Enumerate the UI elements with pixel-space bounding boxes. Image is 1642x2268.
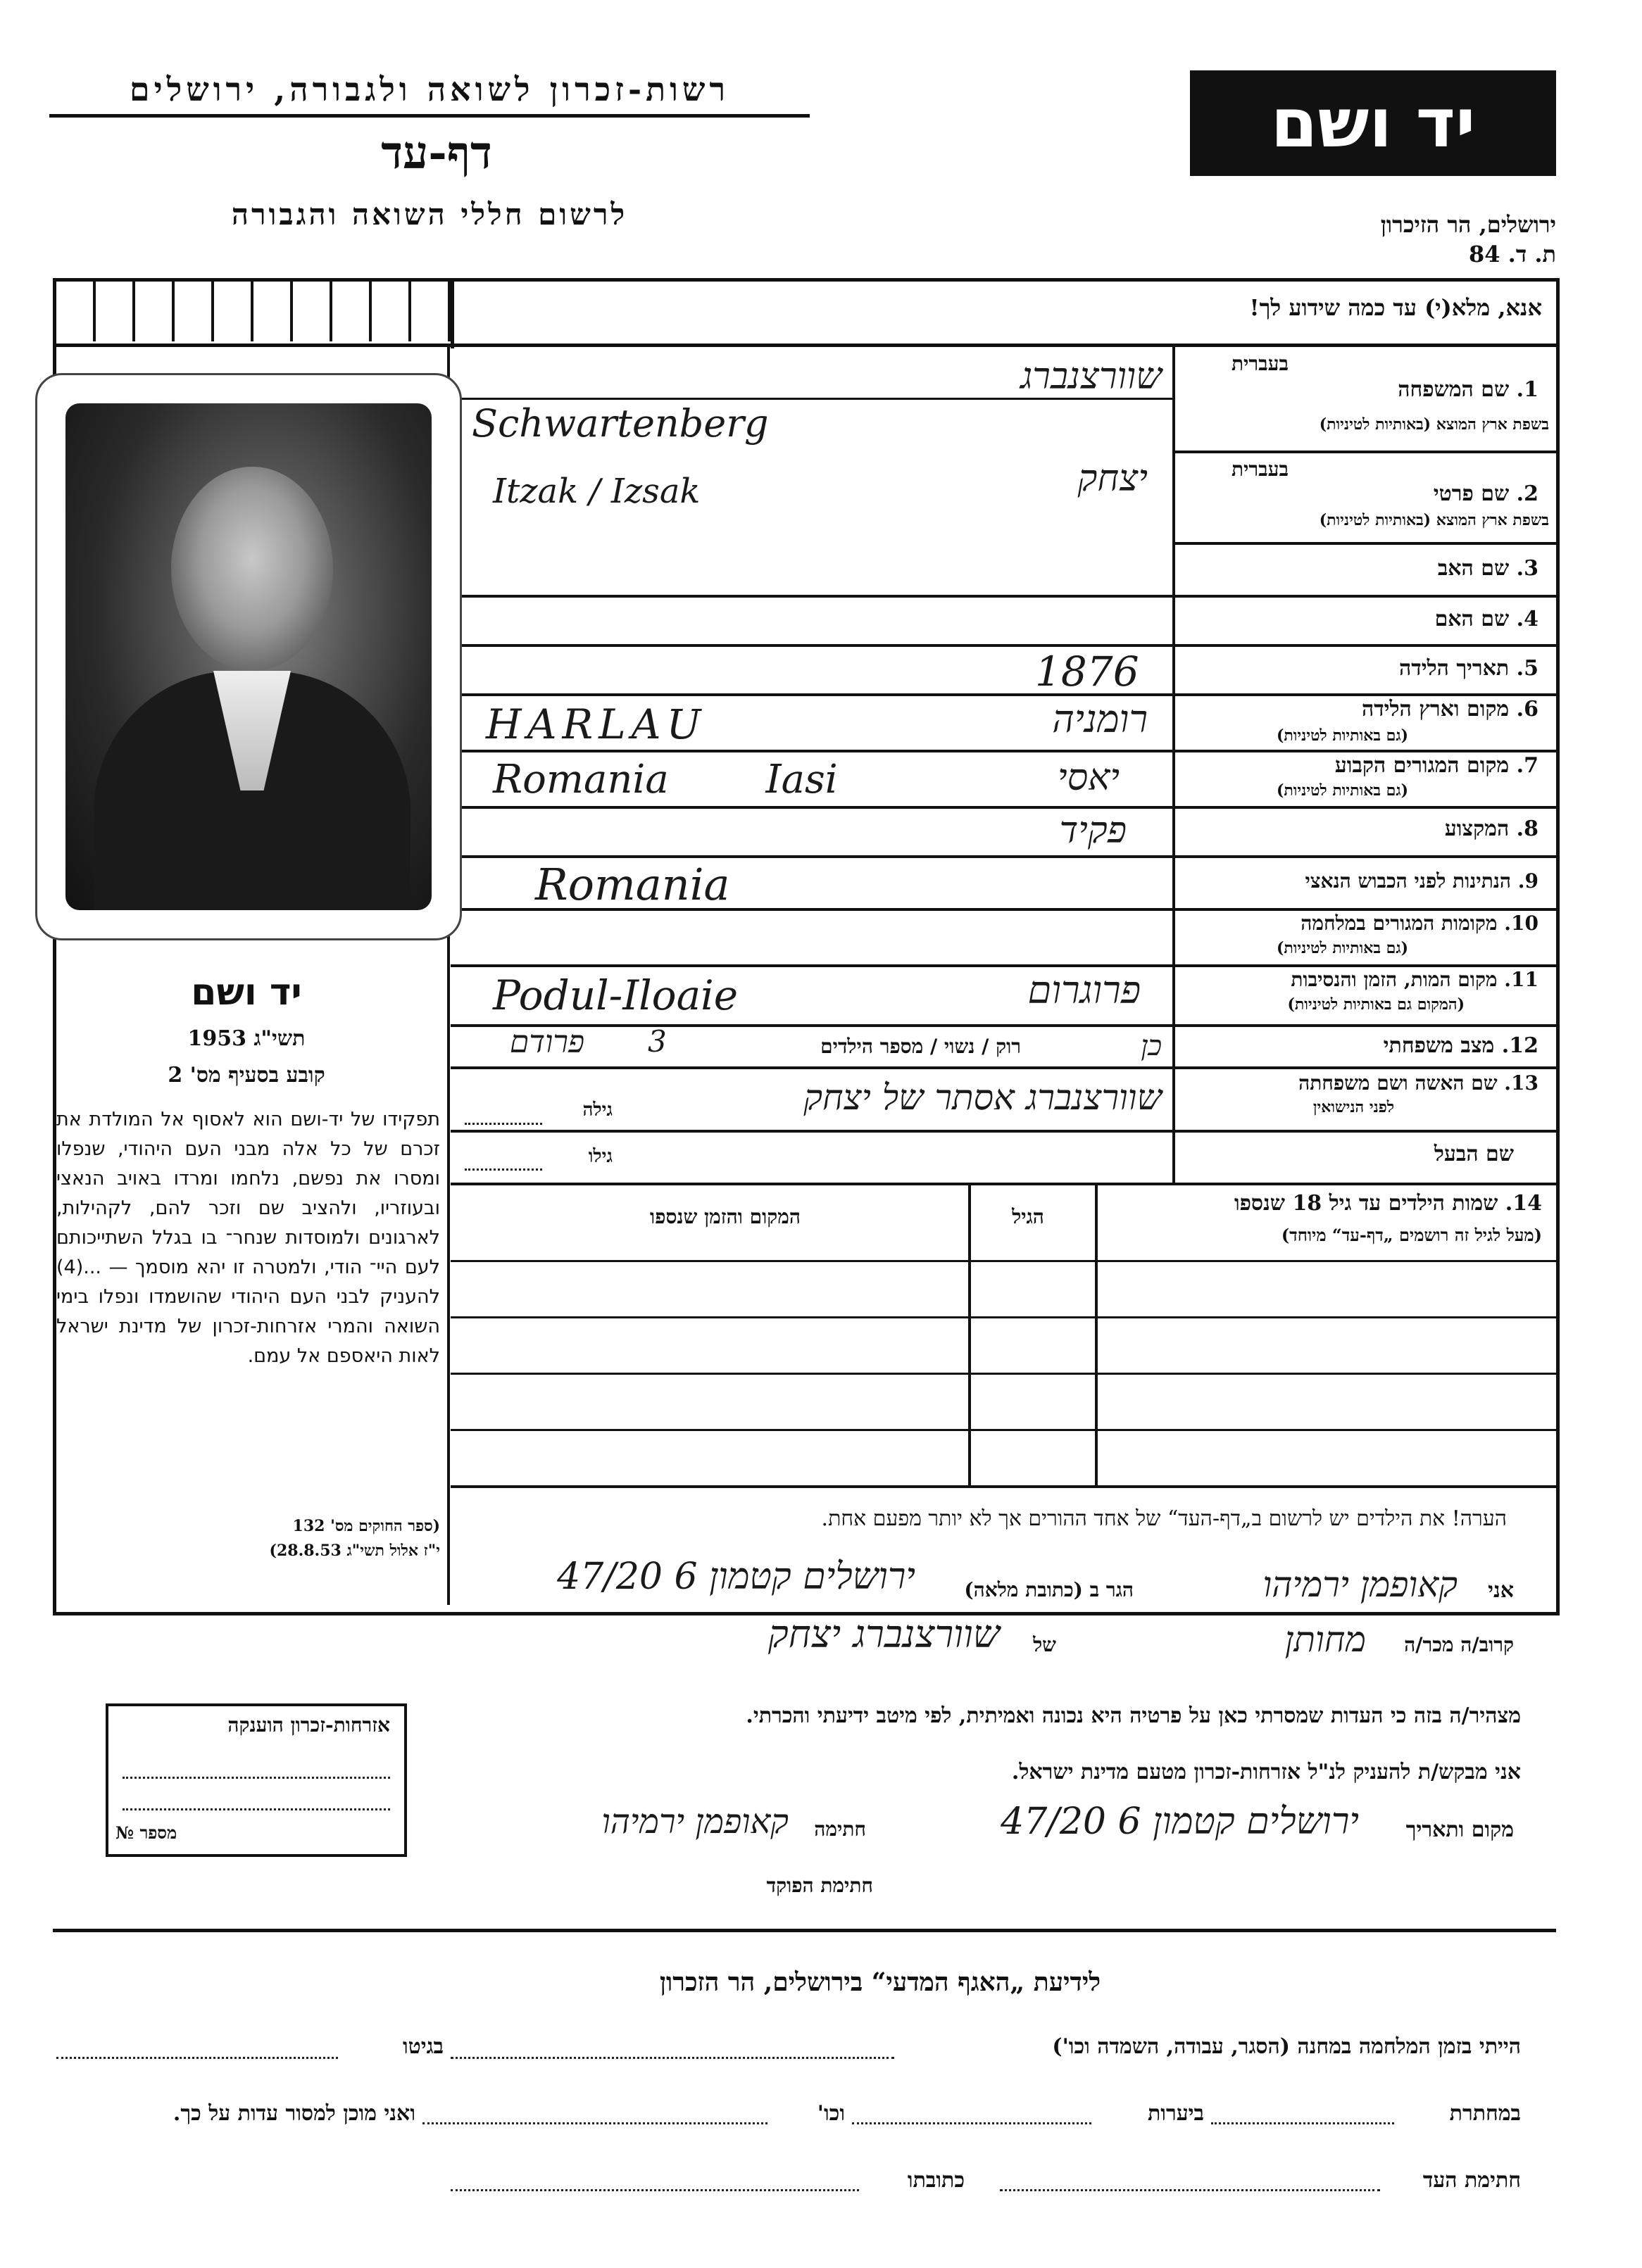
row-line xyxy=(451,1066,1556,1069)
field-2-latin-value[interactable]: Itzak / Izsak xyxy=(493,472,701,511)
sidebar-footnote1: (ספר החוקים מס' 132 xyxy=(292,1517,440,1535)
children-row-line xyxy=(451,1260,1556,1262)
children-sub: (מעל לגיל זה רושמים „דף-עד“ מיוחד) xyxy=(1281,1225,1542,1245)
decl-i-label: אני xyxy=(1488,1578,1514,1603)
victim-photo xyxy=(65,403,432,910)
award-box-title: אזרחות-זכרון הוענקה xyxy=(227,1713,390,1737)
field-12-options: רוק / נשוי / מספר הילדים xyxy=(820,1035,1021,1058)
field-1-text: שם המשפחה xyxy=(1398,377,1510,402)
field-5-label xyxy=(1183,656,1538,681)
footer-line3-fill1 xyxy=(1000,2189,1380,2191)
footer-line1-a: הייתי בזמן המלחמה במחנה (הסגר, עבודה, השמדה וכו') xyxy=(1052,2034,1521,2059)
field-6-sub: (גם באותיות לטיניות) xyxy=(1276,726,1408,745)
field-4-text: שם האם xyxy=(1434,607,1510,631)
field-12-marital-value[interactable]: כן xyxy=(1141,1030,1162,1062)
row-line xyxy=(451,595,1556,598)
field-6-latin-value[interactable]: HARLAU xyxy=(486,700,707,748)
footer-line3-a: חתימת העד xyxy=(1422,2168,1521,2193)
field-1-mid-line xyxy=(451,398,1172,400)
field-11-sub: (המקום גם באותיות לטיניות) xyxy=(1287,995,1465,1014)
row-line xyxy=(451,964,1556,967)
children-row-line xyxy=(451,1429,1556,1431)
field-2-hebrew-value[interactable]: יצחק xyxy=(1077,458,1148,500)
field-11-label xyxy=(1183,968,1538,992)
field-2-label xyxy=(1183,481,1538,506)
award-box-number: מספר № xyxy=(115,1822,177,1843)
officer-signature-label: חתימת הפוקד xyxy=(766,1874,873,1897)
footer-line3-b: כתובתו xyxy=(907,2168,965,2193)
field-2-sub-bottom: בשפת ארץ המוצא (באותיות לטיניות) xyxy=(1319,511,1549,529)
field-12-text: מצב משפחתי xyxy=(1383,1033,1495,1058)
footer-line2-c: וכו' xyxy=(817,2101,845,2126)
children-text: שמות הילדים עד גיל 18 שנספו xyxy=(1234,1191,1498,1216)
field-1-hebrew-value[interactable]: שוורצנברג xyxy=(1020,355,1162,398)
field-7-text: מקום המגורים הקבוע xyxy=(1334,753,1510,778)
photo-head xyxy=(171,467,333,671)
row-line xyxy=(451,806,1556,809)
field-12-extra-value[interactable]: פרודם xyxy=(509,1024,584,1060)
children-row-line xyxy=(451,1316,1556,1318)
row-line xyxy=(451,855,1556,858)
field-10-num: 10. xyxy=(1504,912,1538,935)
field-13-value[interactable]: שוורצנברג אסתר של יצחק xyxy=(803,1077,1162,1118)
field-10-text: מקומות המגורים במלחמה xyxy=(1301,912,1498,935)
footer-line2-fill1 xyxy=(1211,2122,1394,2124)
field-7-latin-value[interactable]: Romania Iasi xyxy=(493,757,838,802)
field-8-num: 8. xyxy=(1516,817,1538,841)
children-bottom-line xyxy=(451,1485,1556,1488)
decl-place-date-label: מקום ותאריך xyxy=(1405,1817,1514,1842)
children-col-div-1 xyxy=(1095,1185,1098,1488)
label-column-divider xyxy=(1172,345,1175,1183)
field-3-text: שם האב xyxy=(1437,556,1510,581)
field-1-latin-value[interactable]: Schwartenberg xyxy=(472,401,769,446)
field-12-children-count[interactable]: 3 xyxy=(648,1024,667,1059)
org-line: רשות-זכרון לשואה ולגבורה, ירושלים xyxy=(129,70,730,108)
award-box-line xyxy=(123,1777,390,1779)
children-col-place: המקום והזמן שנספו xyxy=(650,1205,801,1228)
decl-relation-label: קרוב/ה מכר/ה xyxy=(1404,1633,1514,1656)
field-10-label xyxy=(1183,912,1538,935)
field-8-text: המקצוע xyxy=(1444,817,1510,841)
org-underline xyxy=(49,114,810,118)
instruction-text: אנא, מלא(י) עד כמה שידוע לך! xyxy=(1249,294,1542,321)
footer-title: לידיעת „האגף המדעי“ בירושלים, הר הזכרון xyxy=(659,1967,1101,1997)
field-9-text: הנתינות לפני הכבוש הנאצי xyxy=(1305,869,1512,893)
field-9-num: 9. xyxy=(1517,869,1538,893)
field-13-age-line xyxy=(465,1123,542,1125)
field-1-sub-bottom: בשפת ארץ המוצא (באותיות לטיניות) xyxy=(1319,415,1549,434)
field-11-hebrew-value[interactable]: פרוגרום xyxy=(1027,968,1141,1012)
children-row-line xyxy=(451,1373,1556,1375)
field-6-label xyxy=(1183,697,1538,722)
decl-resident-value[interactable]: ירושלים קטמון 6 47/20 xyxy=(557,1556,915,1598)
field-11-latin-value[interactable]: Podul-Iloaie xyxy=(493,971,739,1019)
field-12-label xyxy=(1183,1033,1538,1058)
footer-line2-fill3 xyxy=(422,2122,767,2124)
husband-label: שם הבעל xyxy=(1434,1142,1514,1166)
field-12-num: 12. xyxy=(1501,1033,1538,1058)
form-title: דף-עד xyxy=(381,127,492,179)
award-box xyxy=(106,1703,407,1857)
decl-relation-value[interactable]: מחותן xyxy=(1284,1619,1366,1660)
address-line1: ירושלים, הר הזיכרון xyxy=(1380,211,1556,238)
row-line xyxy=(451,1024,1556,1027)
row-line xyxy=(451,750,1556,752)
field-7-label xyxy=(1183,753,1538,778)
field-7-sub: (גם באותיות לטיניות) xyxy=(1276,781,1408,800)
field-13-sub: לפני הנישואין xyxy=(1312,1098,1394,1116)
decl-i-value[interactable]: קאופמן ירמיהו xyxy=(1262,1564,1458,1605)
footer-line1-fill2 xyxy=(56,2057,338,2059)
field-5-num: 5. xyxy=(1516,656,1538,681)
field-10-sub: (גם באותיות לטיניות) xyxy=(1276,939,1408,957)
code-boxes xyxy=(56,282,451,341)
field-11-num: 11. xyxy=(1504,968,1538,991)
logo-text: יד ושם xyxy=(1270,84,1476,163)
photo-frame xyxy=(35,373,462,940)
field-7-num: 7. xyxy=(1516,753,1538,778)
row-line xyxy=(451,644,1556,647)
footer-line2-a: במחתרת xyxy=(1449,2101,1521,2126)
field-2-num: 2. xyxy=(1516,481,1538,506)
field-4-label xyxy=(1183,607,1538,631)
field-8-label xyxy=(1183,817,1538,841)
field-9-label xyxy=(1183,869,1538,893)
field-3-num: 3. xyxy=(1516,556,1538,581)
husband-age-label: גילו xyxy=(588,1146,613,1167)
field-4-num: 4. xyxy=(1516,607,1538,631)
field-8-value[interactable]: פקיד xyxy=(1059,809,1127,852)
decl-of-label: של xyxy=(1033,1633,1056,1656)
sidebar-law: קובע בסעיף מס' 2 xyxy=(168,1063,325,1088)
sidebar-footnote2: י"ז אלול תשי"ג 28.8.53) xyxy=(269,1542,440,1560)
field-9-value[interactable]: Romania xyxy=(535,859,730,910)
decl-request: אני מבקש/ת להעניק לנ"ל אזרחות-זכרון מטעם מדינת ישראל. xyxy=(1011,1760,1521,1784)
sidebar-text: תפקידו של יד-ושם הוא לאסוף אל המולדת את זכרם של כל אלה מבני העם היהודי, שנפלו ומסרו את נפשם, נלחמו ומרדו באויב הנאצי ובעוזריו, ולהציב שם וזכר להם, לקהילות, לארגונים ולמוסדות שנחר־ בו בגלל השתייכותם לעם היי־ הודי, ולמטרה זו יהא מוסמך — ...(4) להעניק לבני העם היהודי שהושמדו ונפלו בימי השואה והמרי אזרחות-זכרון של מדינת ישראל לאות היאספם אל עמם. xyxy=(56,1109,440,1367)
instruction-underline xyxy=(53,344,1556,347)
field-2-sub-top: בעברית xyxy=(1231,458,1289,481)
field-3-label xyxy=(1183,556,1538,581)
field-13-age-label: גילה xyxy=(582,1100,613,1121)
field-11-text: מקום המות, הזמן והנסיבות xyxy=(1291,968,1498,991)
yad-vashem-logo xyxy=(1190,70,1556,176)
field-13-num: 13. xyxy=(1504,1071,1538,1095)
children-note: הערה! את הילדים יש לרשום ב„דף-העד“ של אחד ההורים אך לא יותר מפעם אחת. xyxy=(821,1506,1507,1531)
field-1-label xyxy=(1183,377,1538,402)
footer-line3-fill2 xyxy=(451,2189,859,2191)
row-line xyxy=(1172,542,1556,545)
field-13-label xyxy=(1183,1071,1538,1095)
decl-statement: מצהיר/ה בזה כי העדות שמסרתי כאן על פרטיה היא נכונה ואמיתית, לפי מיטב ידיעתי והכרתי. xyxy=(746,1703,1521,1728)
footer-line2-b: ביערות xyxy=(1147,2101,1204,2126)
field-7-hebrew-value[interactable]: יאסי xyxy=(1057,757,1120,799)
decl-place-date-value[interactable]: ירושלים קטמון 6 47/20 xyxy=(1001,1801,1359,1843)
field-1-num: 1. xyxy=(1516,377,1538,402)
field-5-text: תאריך הלידה xyxy=(1399,656,1510,681)
sidebar-logo: יד ושם xyxy=(191,971,302,1014)
award-box-line xyxy=(123,1808,390,1810)
field-6-num: 6. xyxy=(1516,697,1538,722)
decl-of-value[interactable]: שוורצנברג יצחק xyxy=(767,1612,1000,1656)
sidebar-year: תשי"ג 1953 xyxy=(187,1026,306,1051)
children-col-div-2 xyxy=(968,1185,971,1488)
footer-line1-b: בגיטו xyxy=(402,2034,444,2059)
row-line xyxy=(451,1183,1556,1185)
children-col-age: הגיל xyxy=(1012,1205,1044,1228)
footer-divider xyxy=(53,1929,1556,1932)
field-1-sub-top: בעברית xyxy=(1231,352,1289,375)
footer-line2-fill2 xyxy=(852,2122,1091,2124)
field-2-text: שם פרטי xyxy=(1433,481,1510,506)
decl-resident-label: הגר ב (כתובת מלאה) xyxy=(964,1578,1134,1601)
decl-signature-label: חתימה xyxy=(814,1817,866,1841)
decl-signature-value[interactable]: קאופמן ירמיהו xyxy=(601,1802,789,1841)
form-subtitle: לרשום חללי השואה והגבורה xyxy=(231,197,628,232)
row-line xyxy=(1172,451,1556,453)
address-line2: ת. ד. 84 xyxy=(1469,241,1556,267)
code-box-divider xyxy=(451,282,454,348)
children-num: 14. xyxy=(1505,1191,1542,1216)
husband-age-line xyxy=(465,1168,542,1171)
footer-line1-fill xyxy=(451,2057,894,2059)
row-line xyxy=(451,1130,1556,1133)
footer-line2-d: ואני מוכן למסור עדות על כך. xyxy=(173,2101,415,2126)
field-6-hebrew-value[interactable]: רומניה xyxy=(1052,697,1148,741)
children-label xyxy=(1105,1191,1542,1216)
field-13-text: שם האשה ושם משפחתה xyxy=(1298,1071,1498,1095)
field-5-value[interactable]: 1876 xyxy=(1035,648,1139,695)
field-6-text: מקום וארץ הלידה xyxy=(1361,697,1510,722)
row-line xyxy=(451,693,1556,696)
